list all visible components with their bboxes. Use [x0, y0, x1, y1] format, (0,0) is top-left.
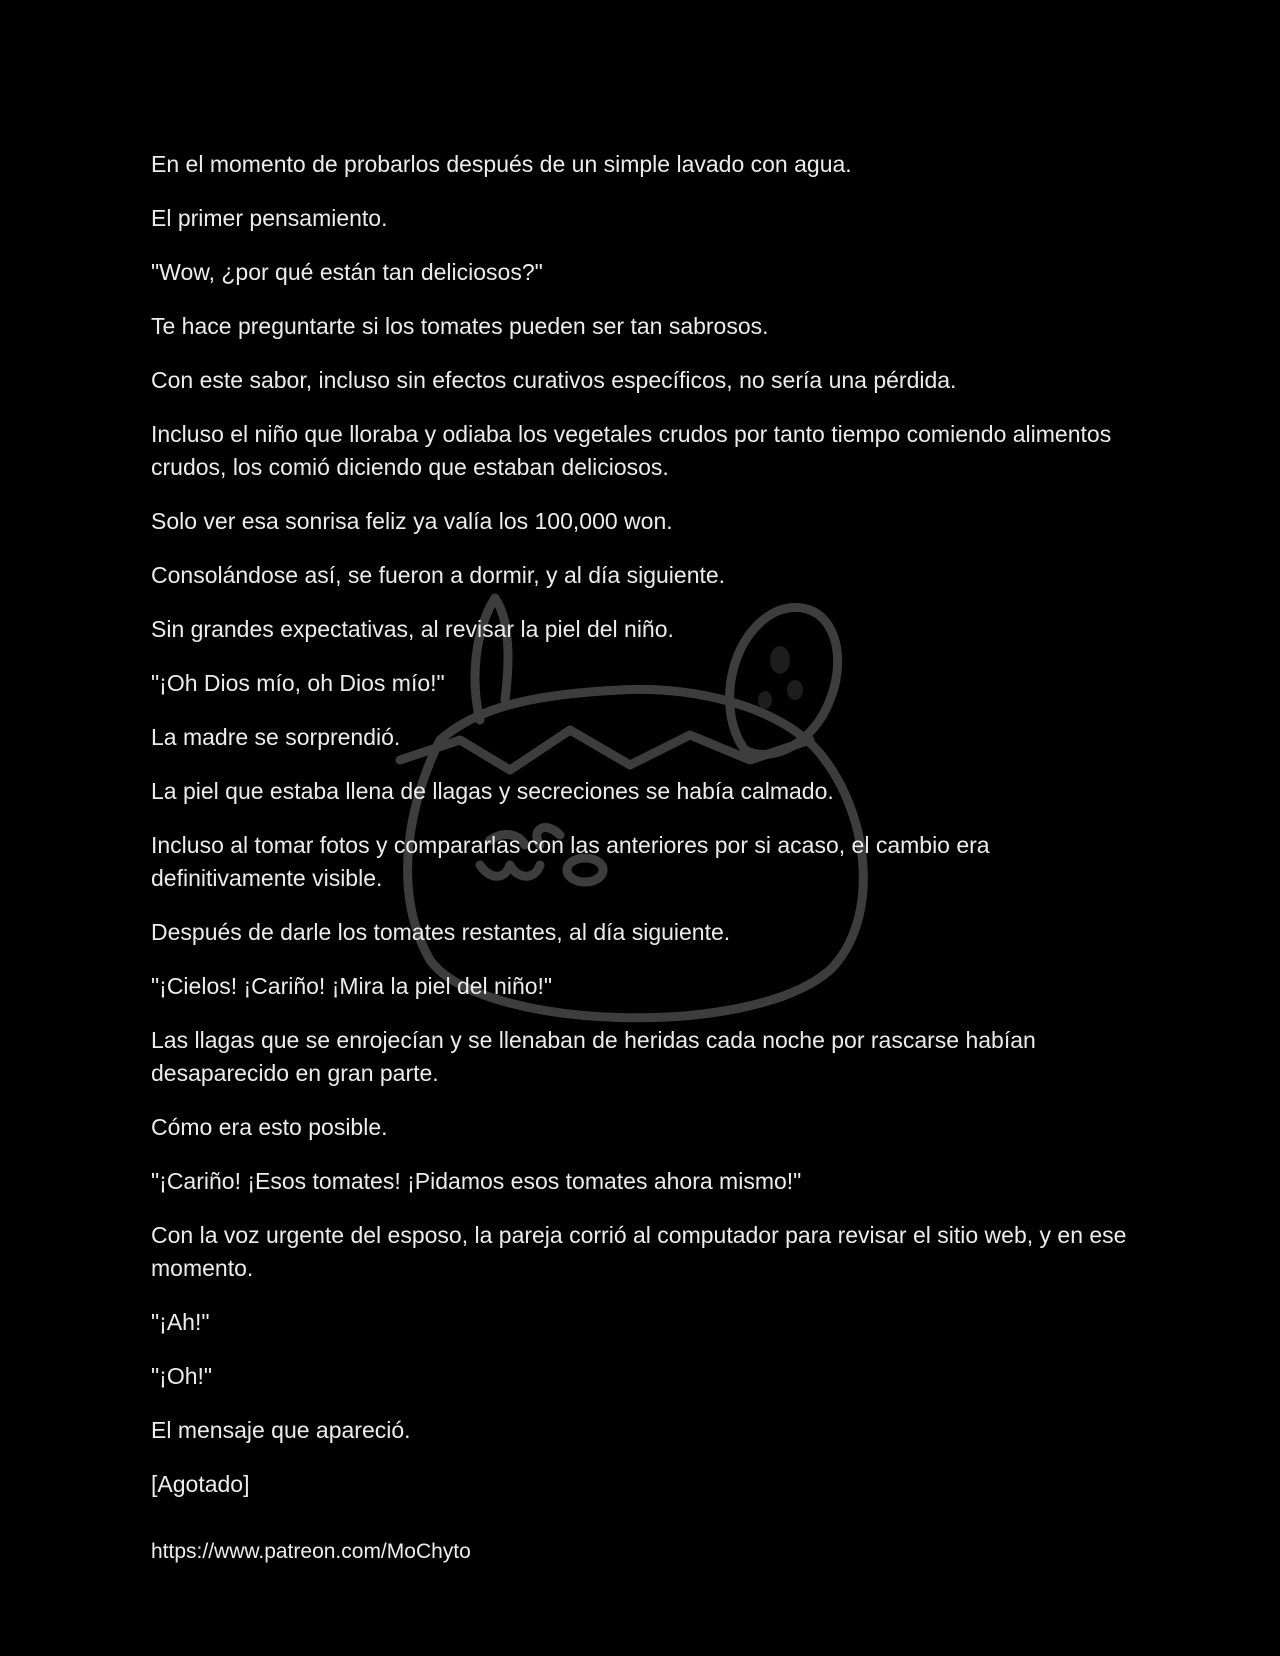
paragraph: Con la voz urgente del esposo, la pareja corrió al computador para revisar el sitio web, y en ese momento.: [151, 1222, 1127, 1281]
paragraph: [Agotado]: [151, 1471, 250, 1497]
paragraph: Después de darle los tomates restantes, al día siguiente.: [151, 919, 731, 945]
paragraph: Sin grandes expectativas, al revisar la piel del niño.: [151, 616, 674, 642]
paragraph: Consolándose así, se fueron a dormir, y al día siguiente.: [151, 562, 726, 588]
paragraph: "¡Oh Dios mío, oh Dios mío!": [151, 670, 445, 696]
paragraph: Cómo era esto posible.: [151, 1114, 388, 1140]
paragraph: La piel que estaba llena de llagas y secreciones se había calmado.: [151, 778, 834, 804]
paragraph: Solo ver esa sonrisa feliz ya valía los 100,000 won.: [151, 508, 673, 534]
paragraph: Incluso el niño que lloraba y odiaba los vegetales crudos por tanto tiempo comiendo alimentos crudos, los comió diciendo que estaban deliciosos.: [151, 421, 1112, 480]
paragraph: "¡Cielos! ¡Cariño! ¡Mira la piel del niño!": [151, 973, 553, 999]
paragraph: "¡Cariño! ¡Esos tomates! ¡Pidamos esos tomates ahora mismo!": [151, 1168, 802, 1194]
patreon-link[interactable]: https://www.patreon.com/MoChyto: [151, 1540, 471, 1563]
paragraph: En el momento de probarlos después de un simple lavado con agua.: [151, 151, 852, 177]
paragraph: "¡Ah!": [151, 1309, 210, 1335]
paragraph: Te hace preguntarte si los tomates pueden ser tan sabrosos.: [151, 313, 769, 339]
paragraph: "Wow, ¿por qué están tan deliciosos?": [151, 259, 543, 285]
paragraph: El mensaje que apareció.: [151, 1417, 411, 1443]
paragraph: La madre se sorprendió.: [151, 724, 401, 750]
paragraph: Incluso al tomar fotos y compararlas con las anteriores por si acaso, el cambio era definitivamente visible.: [151, 832, 990, 891]
paragraph: Las llagas que se enrojecían y se llenaban de heridas cada noche por rascarse habían desaparecido en gran parte.: [151, 1027, 1036, 1086]
paragraph: "¡Oh!": [151, 1363, 213, 1389]
paragraph: El primer pensamiento.: [151, 205, 388, 231]
paragraph: Con este sabor, incluso sin efectos curativos específicos, no sería una pérdida.: [151, 367, 957, 393]
document-body: [151, 148, 1131, 1567]
